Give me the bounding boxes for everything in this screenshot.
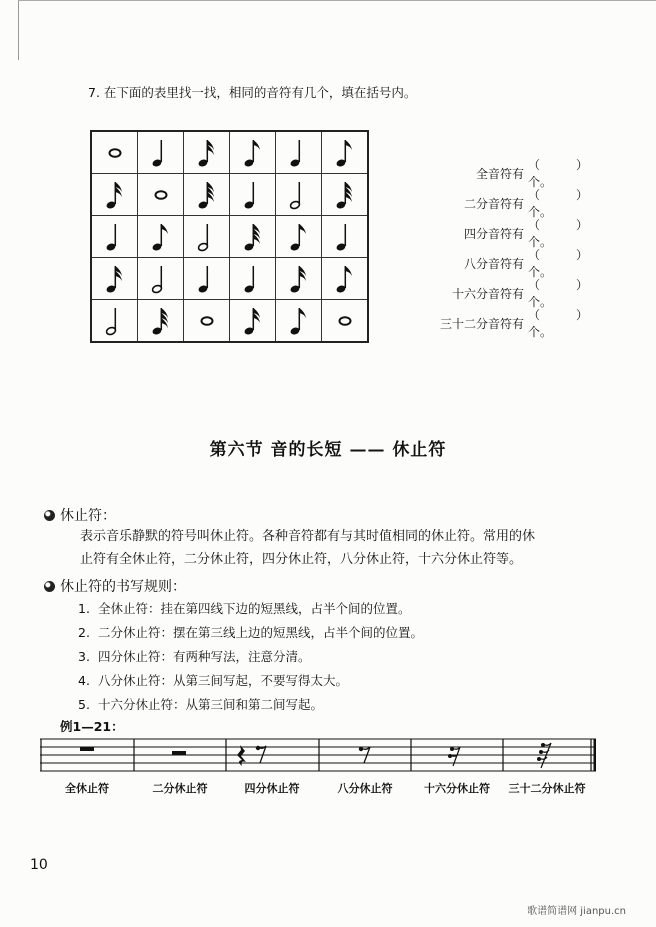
rests-definition: 表示音乐静默的符号叫休止符。各种音符都有与其时值相同的休止符。常用的休 止符有全休止符，二分休止符，四分休止符，八分休止符，十六分休止符等。	[80, 529, 536, 567]
note-cell	[230, 258, 276, 300]
half-note-icon	[287, 179, 311, 211]
example-label: 例1—21：	[60, 719, 124, 734]
caption-quarter-rest: 四分休止符	[244, 782, 300, 795]
caption-thirtysecond-rest: 三十二分休止符	[508, 782, 586, 795]
note-cell	[184, 258, 230, 300]
note-cell	[138, 131, 184, 174]
quarter-note-icon	[241, 179, 265, 211]
note-grid-row	[91, 131, 368, 174]
note-cell	[276, 216, 322, 258]
answer-blank[interactable]: （ ）个。	[528, 188, 589, 219]
answer-list	[390, 158, 590, 338]
note-cell	[138, 300, 184, 343]
whole-note-icon	[195, 305, 219, 337]
note-cell	[91, 258, 138, 300]
note-cell	[91, 300, 138, 343]
note-grid-row	[91, 216, 368, 258]
answer-blank[interactable]: （ ）个。	[528, 278, 589, 309]
thirtysecond-note-icon	[241, 221, 265, 253]
note-cell	[322, 300, 369, 343]
note-cell	[322, 216, 369, 258]
half-rest-icon	[172, 751, 186, 755]
note-cell	[230, 131, 276, 174]
rest-staff	[40, 733, 596, 777]
caption-half-rest: 二分休止符	[152, 782, 208, 795]
note-cell	[91, 174, 138, 216]
eighth-note-icon	[241, 137, 265, 169]
eighth-note-icon	[287, 221, 311, 253]
answer-row-whole: 全音符有 （ ）个。	[475, 158, 589, 189]
rule-item: 2. 二分休止符：摆在第三线上边的短黑线，占半个间的位置。	[78, 625, 424, 640]
note-cell	[138, 258, 184, 300]
rest-captions	[40, 780, 596, 810]
caption-whole-rest: 全休止符	[65, 782, 109, 795]
answer-row-sixteenth: 十六分音符有 （ ）个。	[451, 278, 589, 309]
note-cell	[230, 216, 276, 258]
rule-item: 3. 四分休止符：有两种写法，注意分清。	[78, 649, 311, 664]
answer-row-thirtysecond: 三十二分音符有 （ ）个。	[439, 308, 589, 339]
sixteenth-note-icon	[103, 179, 127, 211]
answer-blank[interactable]: （ ）个。	[528, 308, 589, 339]
scan-edge-line-top	[18, 0, 656, 1]
answer-blank[interactable]: （ ）个。	[528, 158, 589, 189]
rule-item: 1. 全休止符：挂在第四线下边的短黑线，占半个间的位置。	[78, 601, 411, 616]
whole-note-icon	[333, 305, 357, 337]
quarter-note-icon	[241, 263, 265, 295]
note-cell	[322, 258, 369, 300]
note-grid-row	[91, 258, 368, 300]
section-title: 第六节 音的长短 —— 休止符	[209, 440, 447, 460]
answer-row-eighth: 八分音符有 （ ）个。	[463, 248, 589, 279]
eighth-note-icon	[333, 263, 357, 295]
note-cell	[230, 174, 276, 216]
thirtysecond-note-icon	[149, 305, 173, 337]
note-cell	[322, 131, 369, 174]
note-cell	[276, 174, 322, 216]
eighth-note-icon	[149, 221, 173, 253]
whole-note-icon	[103, 137, 127, 169]
page-number: 10	[30, 857, 48, 873]
note-cell	[138, 174, 184, 216]
thirtysecond-note-icon	[333, 179, 357, 211]
note-cell	[184, 174, 230, 216]
rules-heading: 休止符的书写规则：	[44, 576, 186, 596]
answer-row-quarter: 四分音符有 （ ）个。	[463, 218, 589, 249]
quarter-note-icon	[333, 221, 357, 253]
note-cell	[184, 216, 230, 258]
answer-row-half: 二分音符有 （ ）个。	[463, 188, 589, 219]
half-note-icon	[195, 221, 219, 253]
note-grid	[90, 130, 369, 343]
rule-item: 5. 十六分休止符：从第三间和第二间写起。	[78, 697, 324, 712]
half-note-icon	[149, 263, 173, 295]
whole-note-icon	[149, 179, 173, 211]
note-cell	[138, 216, 184, 258]
note-cell	[322, 174, 369, 216]
thirtysecond-note-icon	[195, 179, 219, 211]
note-cell	[230, 300, 276, 343]
sixteenth-note-icon	[195, 137, 219, 169]
note-cell	[184, 131, 230, 174]
note-cell	[276, 258, 322, 300]
quarter-note-icon	[149, 137, 173, 169]
sixteenth-note-icon	[103, 263, 127, 295]
note-grid-row	[91, 300, 368, 343]
rests-heading: 休止符：	[44, 505, 116, 525]
question-7: 7. 在下面的表里找一找，相同的音符有几个，填在括号内。	[88, 85, 417, 100]
quarter-rest-alt-icon	[256, 746, 266, 763]
half-note-icon	[103, 305, 127, 337]
bullet-icon	[44, 510, 55, 521]
rules-list	[78, 597, 423, 717]
answer-blank[interactable]: （ ）个。	[528, 248, 589, 279]
note-cell	[276, 300, 322, 343]
rule-item: 4. 八分休止符：从第三间写起，不要写得太大。	[78, 673, 349, 688]
note-grid-row	[91, 174, 368, 216]
eighth-note-icon	[333, 137, 357, 169]
note-cell	[184, 300, 230, 343]
note-cell	[91, 216, 138, 258]
sixteenth-note-icon	[241, 305, 265, 337]
caption-eighth-rest: 八分休止符	[337, 782, 393, 795]
sixteenth-note-icon	[287, 263, 311, 295]
bullet-icon	[44, 581, 55, 592]
note-cell	[91, 131, 138, 174]
quarter-note-icon	[195, 263, 219, 295]
scan-edge-line	[18, 0, 19, 60]
caption-sixteenth-rest: 十六分休止符	[424, 782, 490, 795]
answer-blank[interactable]: （ ）个。	[528, 218, 589, 249]
whole-rest-icon	[80, 747, 94, 751]
quarter-note-icon	[103, 221, 127, 253]
note-cell	[276, 131, 322, 174]
watermark: 歌谱简谱网 jianpu.cn	[527, 906, 626, 917]
quarter-note-icon	[287, 137, 311, 169]
eighth-note-icon	[287, 305, 311, 337]
